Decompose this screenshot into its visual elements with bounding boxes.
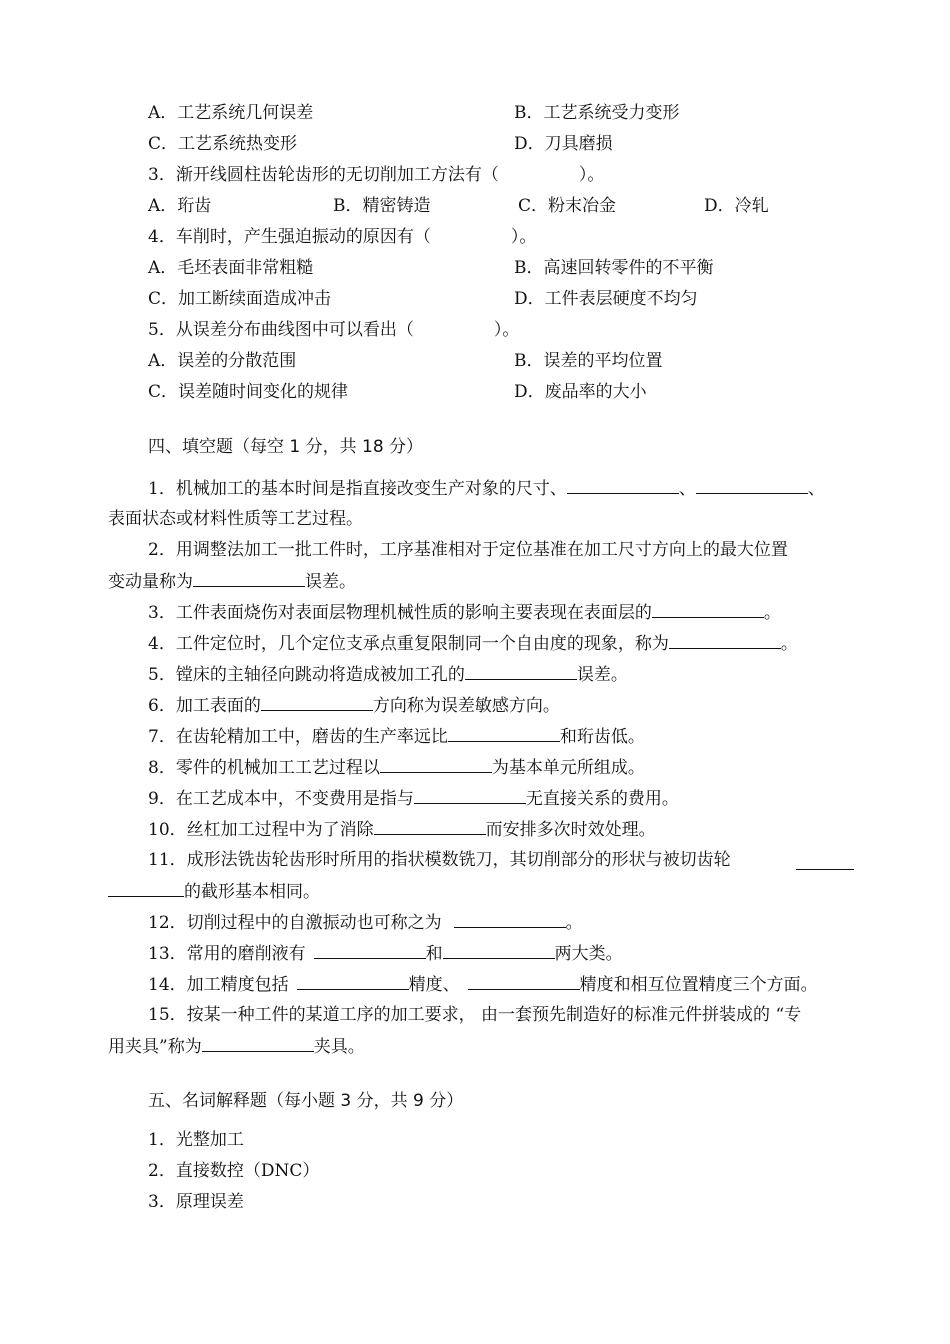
- fill-1-line: [148, 477, 825, 500]
- q4-stem: [148, 226, 536, 248]
- fill-9-blank[interactable]: [414, 787, 526, 804]
- q4-option-c: C．加工断续面造成冲击: [148, 289, 332, 309]
- fill-11-end: 的截形基本相同。: [184, 882, 320, 902]
- q5-option-c: C．误差随时间变化的规律: [148, 382, 349, 402]
- fill-12-end: 。: [565, 913, 583, 933]
- fill-15-text: 用夹具”称为: [108, 1037, 202, 1057]
- fill-2-blank[interactable]: [193, 570, 305, 587]
- fill-8-text: 8．零件的机械加工工艺过程以: [148, 758, 380, 778]
- q2-option-c: C．工艺系统热变形: [148, 134, 298, 154]
- fill-14-blank-2[interactable]: [468, 973, 580, 990]
- fill-8-line: [148, 756, 645, 779]
- q3-option-b: B．精密铸造: [333, 196, 431, 216]
- fill-3-text: 3．工件表面烧伤对表面层物理机械性质的影响主要表现在表面层的: [148, 603, 652, 623]
- fill-14-text: 14．加工精度包括: [148, 975, 289, 995]
- q4-option-d: D．工件表层硬度不均匀: [514, 289, 698, 309]
- fill-6-blank[interactable]: [261, 694, 373, 711]
- term-1: 1．光整加工: [148, 1130, 244, 1150]
- q5-option-b: B．误差的平均位置: [514, 351, 663, 371]
- q4-option-a: A．毛坯表面非常粗糙: [148, 258, 314, 278]
- fill-13-blank-1[interactable]: [314, 942, 426, 959]
- fill-9-line: [148, 787, 679, 810]
- fill-14-blank-1[interactable]: [297, 973, 409, 990]
- fill-5-text: 5．镗床的主轴径向跳动将造成被加工孔的: [148, 665, 465, 685]
- fill-5-blank[interactable]: [465, 663, 577, 680]
- fill-5-line: [148, 663, 628, 686]
- fill-12-blank[interactable]: [454, 911, 566, 928]
- q3-stem: [148, 164, 604, 186]
- q5-option-a: A．误差的分散范围: [148, 351, 297, 371]
- fill-7-line: [148, 725, 645, 748]
- fill-6-text: 6．加工表面的: [148, 696, 261, 716]
- fill-1-blank-2[interactable]: [696, 477, 808, 494]
- fill-2-text: 变动量称为: [108, 572, 193, 592]
- fill-7-text: 7．在齿轮精加工中，磨齿的生产率远比: [148, 727, 448, 747]
- fill-11-cont: [108, 880, 320, 903]
- q5-stem: [148, 319, 519, 341]
- q2-option-a: A．工艺系统几何误差: [148, 103, 314, 123]
- fill-10-end: 而安排多次时效处理。: [485, 820, 656, 840]
- fill-15-line: 15．按某一种工件的某道工序的加工要求， 由一套预先制造好的标准元件拼装成的 “专: [148, 1005, 802, 1025]
- fill-5-end: 误差。: [576, 665, 628, 685]
- fill-15-end: 夹具。: [313, 1037, 365, 1057]
- fill-15-blank[interactable]: [202, 1035, 314, 1052]
- q4-stem-text: 4．车削时，产生强迫振动的原因有（: [148, 227, 431, 247]
- fill-10-text: 10．丝杠加工过程中为了消除: [148, 820, 374, 840]
- q5-stem-end: ）。: [493, 320, 520, 340]
- q2-option-d: D．刀具磨损: [514, 134, 613, 154]
- fill-14-end: 精度和相互位置精度三个方面。: [579, 975, 818, 995]
- q5-option-d: D．废品率的大小: [514, 382, 647, 402]
- fill-12-text: 12．切削过程中的自激振动也可称之为: [148, 913, 442, 933]
- q3-option-c: C．粉末冶金: [518, 196, 617, 216]
- fill-1-sep-2: 、: [807, 479, 825, 499]
- fill-3-line: [148, 601, 781, 624]
- fill-4-text: 4．工件定位时，几个定位支承点重复限制同一个自由度的现象，称为: [148, 634, 669, 654]
- fill-1-sep: 、: [678, 479, 696, 499]
- q5-stem-text: 5．从误差分布曲线图中可以看出（: [148, 320, 414, 340]
- q4-option-b: B．高速回转零件的不平衡: [514, 258, 714, 278]
- section4-heading: 四、填空题（每空 1 分，共 18 分）: [148, 437, 424, 457]
- fill-3-blank[interactable]: [652, 601, 764, 618]
- fill-1-text: 1．机械加工的基本时间是指直接改变生产对象的尺寸、: [148, 479, 567, 499]
- fill-4-line: [148, 632, 798, 655]
- fill-11-blank-b[interactable]: [108, 880, 184, 897]
- term-2: 2．直接数控（DNC）: [148, 1161, 320, 1181]
- q3-option-d: D．冷轧: [704, 196, 769, 216]
- q3-option-a: A．珩齿: [148, 196, 212, 216]
- q3-stem-text: 3．渐开线圆柱齿轮齿形的无切削加工方法有（: [148, 165, 499, 185]
- fill-14-mid: 精度、: [408, 975, 460, 995]
- fill-8-end: 为基本单元所组成。: [491, 758, 645, 778]
- fill-15-cont: [108, 1035, 365, 1058]
- fill-9-text: 9．在工艺成本中，不变费用是指与: [148, 789, 414, 809]
- fill-7-end: 和珩齿低。: [559, 727, 645, 747]
- fill-6-end: 方向称为误差敏感方向。: [372, 696, 560, 716]
- fill-14-line: [148, 973, 818, 996]
- section5-heading: 五、名词解释题（每小题 3 分，共 9 分）: [148, 1091, 464, 1111]
- fill-2-cont: [108, 570, 356, 593]
- fill-1-cont: 表面状态或材料性质等工艺过程。: [108, 509, 363, 529]
- fill-3-end: 。: [763, 603, 781, 623]
- fill-4-blank[interactable]: [669, 632, 781, 649]
- fill-10-blank[interactable]: [374, 818, 486, 835]
- q4-stem-end: ）。: [510, 227, 537, 247]
- q2-option-b: B．工艺系统受力变形: [514, 103, 680, 123]
- fill-11-line: 11．成形法铣齿轮齿形时所用的指状模数铣刀，其切削部分的形状与被切齿轮: [148, 850, 731, 870]
- q3-stem-end: ）。: [578, 165, 605, 185]
- fill-9-end: 无直接关系的费用。: [525, 789, 679, 809]
- fill-7-blank[interactable]: [448, 725, 560, 742]
- fill-6-line: [148, 694, 560, 717]
- fill-13-end: 两大类。: [554, 944, 623, 964]
- term-3: 3．原理误差: [148, 1192, 244, 1212]
- fill-12-line: [148, 911, 583, 934]
- fill-4-end: 。: [780, 634, 798, 654]
- fill-2-end: 误差。: [305, 572, 356, 592]
- fill-13-blank-2[interactable]: [443, 942, 555, 959]
- fill-13-and: 和: [425, 944, 443, 964]
- fill-13-line: [148, 942, 623, 965]
- fill-1-blank-1[interactable]: [567, 477, 679, 494]
- fill-11-blank-a[interactable]: [796, 853, 854, 870]
- fill-10-line: [148, 818, 656, 841]
- fill-8-blank[interactable]: [380, 756, 492, 773]
- fill-13-text: 13．常用的磨削液有: [148, 944, 306, 964]
- fill-2-line: 2．用调整法加工一批工件时，工序基准相对于定位基准在加工尺寸方向上的最大位置: [148, 540, 788, 560]
